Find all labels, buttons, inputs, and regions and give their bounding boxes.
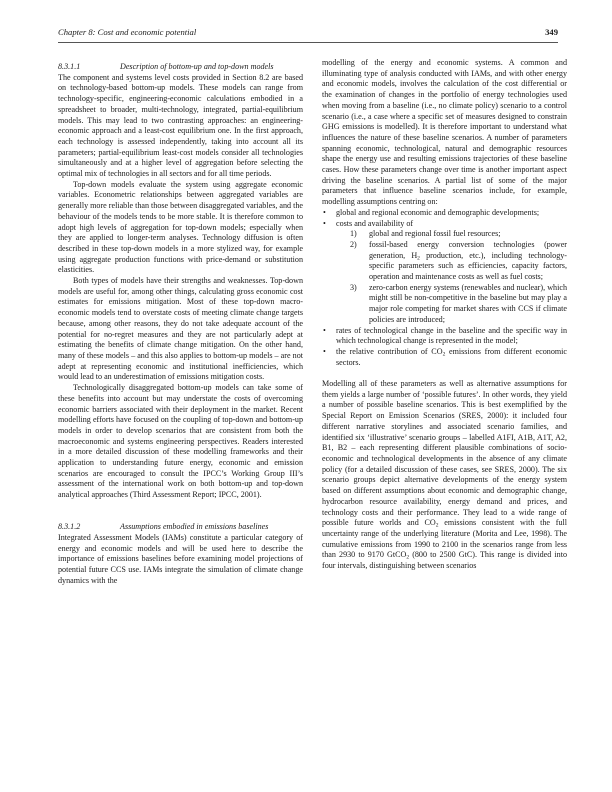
subscript: 2 (442, 351, 446, 358)
section-heading-8-3-1-2 (58, 522, 303, 533)
item-number: 3) (350, 282, 357, 292)
paragraph-text: emissions consistent with the full uncertainty range of the underlying literature (Morita and Lee, 1998). The cumulative emissions from 1990 to 2100 in the scenarios range from less than 2930 to 9170 GtCO (322, 518, 567, 560)
chapter-title: Chapter 8: Cost and economic potential (58, 27, 197, 37)
item-number: 1) (350, 229, 357, 239)
spacer (58, 501, 303, 512)
sub-list-item (336, 283, 567, 326)
list-item-text: emissions from different economic sectors. (336, 346, 568, 367)
left-column (58, 62, 303, 586)
paragraph: modelling of the energy and economic systems. A common and illuminating type of analysis conducted with IAMs, and with other energy and economic models, involves the calculation of the cost differential or the examination of changes in the portfolio of energy technologies used when moving from a baseline (i.e., no climate policy) scenario to a control scenario (i.e., a case where a specific set of measures designed to constrain GHG emissions is modelled). It is therefore important to understand what influences the nature of these baseline scenarios. A number of parameters spanning economic, technological, natural and demographic resources shape the energy use and resulting emissions trajectories of these baseline cases. How these parameters change over time is another important aspect driving the baseline scenarios. A partial list of some of the major parameters that influence baseline scenarios include, for example, modelling assumptions centring on: (322, 58, 567, 207)
list-item-text: rates of technological change in the baseline and the specific way in which technological change is represented in the model; (336, 325, 567, 346)
paragraph (322, 379, 567, 572)
right-column (322, 58, 567, 572)
sub-list (336, 229, 567, 325)
sub-list-item (336, 229, 567, 240)
sub-list-text: zero-carbon energy systems (renewables and nuclear), which might still be non-competitive in the baseline but may play a major role competing for market shares with CCS if climate policies are introduced; (369, 282, 567, 324)
list-item (322, 347, 567, 368)
header-rule (58, 42, 558, 43)
sub-list-item (336, 240, 567, 283)
paragraph: Integrated Assessment Models (IAMs) constitute a particular category of energy and economic models and will be used here to describe the importance of emissions baselines before examining model projections of potential future CCS use. IAMs integrate the simulation of climate change dynamics with the (58, 532, 303, 585)
spacer (58, 512, 303, 523)
spacer (322, 368, 567, 379)
sub-list-text: fossil-based energy conversion technologies (power generation, H (369, 239, 567, 260)
paragraph-text: (800 to 2500 GtC). This range is divided into four intervals, distinguishing between scenarios (322, 550, 567, 571)
list-item-text: the relative contribution of CO (336, 346, 443, 356)
list-item-text: global and regional economic and demographic developments; (336, 207, 540, 217)
sub-list-text: global and regional fossil fuel resources; (369, 229, 501, 239)
section-number: 8.3.1.1 (58, 62, 81, 71)
list-item (322, 326, 567, 347)
section-heading-8-3-1-1 (58, 62, 303, 73)
paragraph: The component and systems level costs provided in Section 8.2 are based on technology-based bottom-up models. These models can range from technology-specific, engineering-economic calculations embodied in a spreadsheet to broader, multi-technology, integrated, partial-equilibrium models. This may lead to two contrasting approaches: an engineering-economic approach and a least-cost equilibrium one. In the first approach, each technology is assessed independently, taking into account all its parameters; partial-equilibrium least-cost models consider all technologies simultaneously and at a higher level of aggregation before selecting the optimal mix of technologies in all sectors and for all time periods. (58, 72, 303, 179)
list-item (322, 219, 567, 326)
paragraph: Technologically disaggregated bottom-up models can take some of these benefits into account but may understate the costs of overcoming economic barriers associated with their deployment in the market. Recent modelling efforts have focused on the coupling of top-down and bottom-up models in order to develop scenarios that are consistent from both the macroeconomic and systems engineering perspectives. Readers interested in a more detailed discussion of these modelling frameworks and their application to understanding future energy, economic and emission scenarios are encouraged to consult the IPCC’s Working Group III’s assessment of the international work on both bottom-up and top-down analytical approaches (Third Assessment Report; IPCC, 2001). (58, 383, 303, 500)
section-number: 8.3.1.2 (58, 522, 81, 532)
list-item-text: costs and availability of (336, 218, 414, 228)
paragraph: Both types of models have their strengths and weaknesses. Top-down models are useful for, among other things, calculating gross economic cost estimates for emissions mitigation. Most of these top-down macro-economic models tend to overstate costs of meeting climate change targets because, among other reasons, they do not take adequate account of the potential for no-regret measures and they are not particularly adept at estimating the benefits of climate change mitigation. On the other hand, many of these models – and this also applies to bottom-up models – are not adept at representing economic and institutional inefficiencies, which would lead to an underestimation of emissions mitigation costs. (58, 276, 303, 382)
subscript: 2 (406, 554, 410, 561)
page-number: 349 (545, 27, 558, 37)
paragraph-text: Modelling all of these parameters as well as alternative assumptions for them yields a large number of ‘possible futures’. In other words, they yield a number of possible baseline scenarios. This is best exemplified by the Special Report on Emission Scenarios (SRES, 2000): it included four different narrative storylines and associated scenario families, and identified six ‘illustrative’ scenario groups – labelled A1FI, A1B, A1T, A2, B1, B2 – each representing different plausible combinations of socio-economic and technological developments in the absence of any climate policy (for a detailed discussion of these cases, see SRES, 2000). The six scenario groups depict alternative developments of the energy system based on different assumptions about economic and demographic change, hydrocarbon resource availability, energy demand and prices, and technology costs and their performance. They lead to a wide range of possible future worlds and CO (322, 379, 567, 528)
section-title: Description of bottom-up and top-down models (120, 62, 274, 71)
section-title: Assumptions embodied in emissions baselines (120, 522, 269, 532)
sub-list-text: production, etc.), including technology-specific parameters such as efficiencies, capacity factors, operation and maintenance costs as well as fuel costs; (369, 250, 567, 282)
list-item (322, 208, 567, 219)
parameter-list (322, 208, 567, 369)
subscript: 2 (435, 522, 439, 529)
paragraph: Top-down models evaluate the system using aggregate economic variables. Econometric relationships between aggregated variables are generally more reliable than those between disaggregated variables, and the behaviour of the models tends to be more stable. It is therefore common to adopt high levels of aggregation for top-down models; especially when they are applied to longer-term analyses. Technology diffusion is often described in these top-down models in a more stylized way, for example using aggregate production functions with price-demand or substitution elasticities. (58, 179, 303, 275)
item-number: 2) (350, 239, 357, 249)
subscript: 2 (417, 255, 420, 262)
running-header (58, 27, 558, 41)
